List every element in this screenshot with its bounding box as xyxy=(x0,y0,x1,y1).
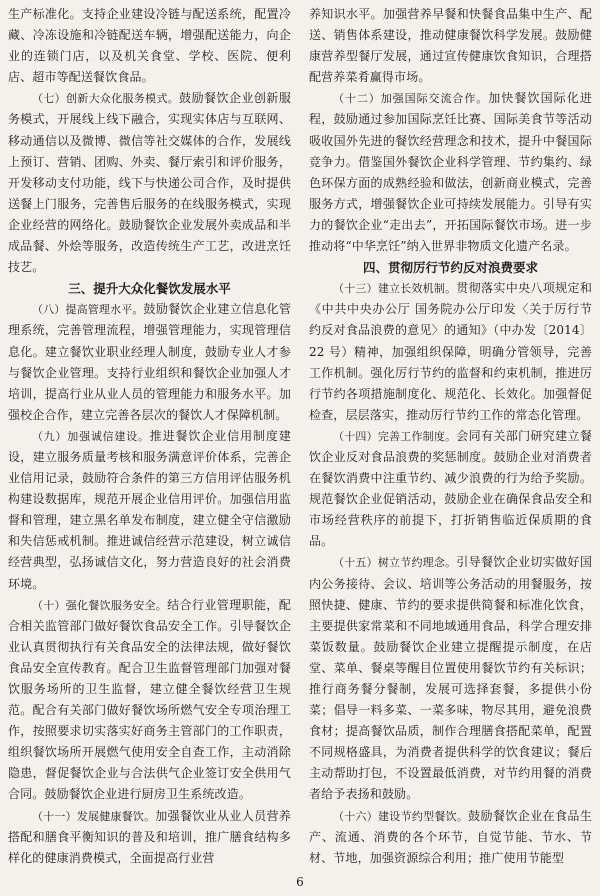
item-11-heading: （十一）发展健康餐饮。 xyxy=(32,809,156,823)
item-13-body: 贯彻落实中央八项规定和《中共中央办公厅 国务院办公厅印发〈关于厉行节约反对食品浪费的意见〉的通知》（中办发〔2014〕22 号）精神，加强组织保障，明确分管领导，完善工作机制。强化厉行节约的监督和约束机制，推进厉行节约各项措施制度化、规范化、长效化。加强督促检查，层层落实，推动厉行节约工作的常态化管理。 xyxy=(309,281,592,422)
item-15-heading: （十五）树立节约理念。 xyxy=(333,556,457,570)
item-10-body: 结合行业管理职能，配合相关监管部门做好餐饮食品安全工作。引导餐饮企业认真贯彻执行有关食品安全的法律法规，做好餐饮食品安全宣传教育。配合卫生监督管理部门加强对餐饮服务场所的卫生监督，建立健全餐饮经营卫生规范。配合有关部门做好餐饮场所燃气安全专项治理工作，按照要求切实落实好商务主管部门的工作职责，组织餐饮场所开展燃气使用安全自查工作，主动消除隐患，督促餐饮企业与合法供气企业签订安全供用气合同。鼓励餐饮企业进行厨房卫生系统改造。 xyxy=(8,597,291,802)
paragraph-item-10 xyxy=(8,595,291,806)
left-column xyxy=(8,4,291,869)
paragraph-cold-chain: 生产标准化。支持企业建设冷链与配送系统，配置冷藏、冷冻设施和冷链配送车辆，增强配送能力，向企业的连锁门店，以及机关食堂、学校、医院、便利店、超市等配送餐饮食品。 xyxy=(8,7,291,85)
item-12-body: 加快餐饮国际化进程，鼓励通过参加国际烹饪比赛、国际美食节等活动吸收国外先进的餐饮经营理念和技术，提升中餐国际竞争力。借鉴国外餐饮企业科学管理、节约集约、绿色环保方面的成熟经验和做法，创新商业模式，完善服务方式，增强餐饮企业可持续发展能力。引导有实力的餐饮企业“走出去”，开拓国际餐饮市场。进一步推动将“中华烹饪”纳入世界非物质文化遗产名录。 xyxy=(309,91,592,254)
item-7-heading: （七）创新大众化服务模式。 xyxy=(32,92,180,106)
right-column xyxy=(309,4,592,869)
item-15-body: 引导餐饮企业切实做好国内公务接待、会议、培训等公务活动的用餐服务，按照快捷、健康、节约的要求提供简餐和标准化饮食，主要提供家常菜和不同地域通用食品，科学合理安排菜饭数量。鼓励餐饮企业建立提醒提示制度，在店堂、菜单、餐桌等醒目位置使用餐饮节约有关标识；推行商务餐分餐制，发展可选择套餐，多提供小份菜；倡导一料多菜、一菜多味，物尽其用，避免浪费食材；提高餐饮品质，制作合理膳食搭配菜单，配置不同规格盛具，为消费者提供科学的饮食建议；餐后主动帮助打包，不设置最低消费，对节约用餐的消费者给予表扬和鼓励。 xyxy=(309,555,592,802)
item-7-body: 鼓励餐饮企业创新服务模式，开展线上线下融合，实现实体店与互联网、移动通信以及微博、微信等社交媒体的合作，发展线上预订、营销、团购、外卖、餐厅索引和评价服务，开发移动支付功能，线下与快递公司合作，及时提供送餐上门服务，完善售后服务的在线服务模式，实现企业经营的网络化。鼓励餐饮企业发展外卖成品和半成品餐、外烩等服务，改造传统生产工艺，改进烹饪技艺。 xyxy=(8,91,291,275)
paragraph-item-7 xyxy=(8,88,291,278)
item-11-body: 加强餐饮业从业人员营养搭配和膳食平衡知识的普及和培训，推广膳食结构多样化的健康消费模式，全面提高行业营 xyxy=(8,808,291,865)
item-16-heading: （十六）建设节约型餐饮。 xyxy=(333,809,469,823)
paragraph-item-14 xyxy=(309,426,592,553)
item-16-body: 鼓励餐饮企业在食品生产、流通、消费的各个环节，自觉节能、节水、节材、节地，加强资源综合利用；推广使用节能型 xyxy=(309,808,592,865)
item-9-heading: （九）加强诚信建设。 xyxy=(32,429,150,443)
item-14-heading: （十四）完善工作制度。 xyxy=(333,429,457,443)
paragraph-item-13 xyxy=(309,278,592,426)
paragraph-item-9 xyxy=(8,426,291,595)
paragraph-item-8 xyxy=(8,299,291,426)
item-14-body: 会同有关部门研究建立餐饮企业反对食品浪费的奖惩制度。鼓励企业对消费者在餐饮消费中注重节约、减少浪费的行为给予奖励。规范餐饮企业促销活动，鼓励企业在确保食品安全和市场经营秩序的前提下，打折销售临近保质期的食品。 xyxy=(309,428,592,549)
page-number: 6 xyxy=(296,875,304,889)
item-8-heading: （八）提高管理水平。 xyxy=(32,303,144,317)
paragraph-item-11 xyxy=(8,806,291,869)
paragraph-item-15 xyxy=(309,552,592,805)
item-10-heading: （十）强化餐饮服务安全。 xyxy=(32,598,168,612)
item-8-body: 鼓励餐饮企业建立信息化管理系统，完善管理流程，增强管理能力，实现管理信息化。建立餐饮业职业经理人制度，鼓励专业人才参与餐饮企业管理。支持行业组织和餐饮企业加强人才培训，提高行业从业人员的管理能力和服务水平。加强校企合作，建立完善各层次的餐饮人才保障机制。 xyxy=(8,302,291,422)
item-9-body: 推进餐饮企业信用制度建设，建立服务质量考核和服务满意评价体系，完善企业信用记录，鼓励符合条件的第三方信用评估服务机构建设数据库，规范开展企业信用评价。加强信用监督和管理，建立黑名单发布制度，建立健全守信激励和失信惩戒机制。推进诚信经营示范建设，树立诚信经营典型，弘扬诚信文化，努力营造良好的社会消费环境。 xyxy=(8,428,291,591)
paragraph-item-12 xyxy=(309,88,592,257)
paragraph-nutrition: 养知识水平。加强营养早餐和快餐食品集中生产、配送、销售体系建设，推动健康餐饮科学发展。鼓励健康营养型餐厅发展，通过宣传健康饮食知识，合理搭配营养菜肴赢得市场。 xyxy=(309,7,592,85)
paragraph-item-16 xyxy=(309,806,592,869)
item-12-heading: （十二）加强国际交流合作。 xyxy=(333,92,489,106)
section-3-title: 三、提升大众化餐饮发展水平 xyxy=(68,281,231,297)
item-13-heading: （十三）建立长效机制。 xyxy=(333,282,457,296)
section-4-title: 四、贯彻厉行节约反对浪费要求 xyxy=(362,260,538,276)
